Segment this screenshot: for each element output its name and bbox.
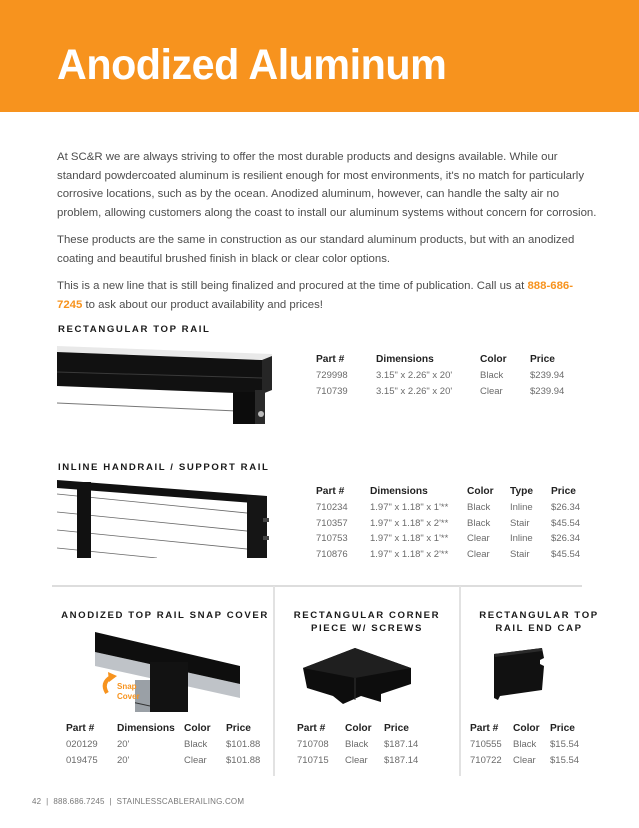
col-header-color: Color bbox=[184, 723, 211, 734]
intro-p3-text-end: to ask about our product availability and prices! bbox=[82, 298, 323, 311]
color: Black bbox=[467, 517, 491, 529]
price: $15.54 bbox=[550, 754, 580, 766]
handrail-spec-table bbox=[316, 486, 580, 562]
col-header-price: Price bbox=[226, 723, 251, 734]
end-cap-spec-table bbox=[470, 723, 579, 768]
price: $45.54 bbox=[551, 548, 581, 560]
footer-separator: | bbox=[109, 797, 112, 806]
column-divider bbox=[459, 586, 461, 776]
intro-text bbox=[57, 148, 597, 323]
col-header-price: Price bbox=[384, 723, 409, 734]
part-number: 710876 bbox=[316, 548, 348, 560]
col-header-part: Part # bbox=[316, 354, 345, 365]
color: Clear bbox=[467, 548, 490, 560]
price: $101.88 bbox=[226, 754, 261, 766]
snap-label: Snap bbox=[117, 682, 137, 691]
section-title-end-cap bbox=[464, 610, 614, 635]
col-header-price: Price bbox=[530, 354, 555, 365]
table-row bbox=[316, 516, 580, 532]
price: $187.14 bbox=[384, 754, 419, 766]
column-divider bbox=[273, 586, 275, 776]
dimensions: 3.15" x 2.26" x 20' bbox=[376, 370, 453, 382]
price: $101.88 bbox=[226, 739, 261, 751]
dimensions: 1.97" x 1.18" x 2'** bbox=[370, 517, 449, 529]
page-title: Anodized Aluminum bbox=[57, 41, 447, 89]
color: Clear bbox=[345, 754, 368, 766]
part-number: 710753 bbox=[316, 533, 348, 545]
title-banner bbox=[0, 0, 639, 112]
col-header-part: Part # bbox=[470, 723, 499, 734]
type: Stair bbox=[510, 548, 530, 560]
page-number: 42 bbox=[32, 797, 42, 806]
dimensions: 1.97" x 1.18" x 2'** bbox=[370, 548, 449, 560]
table-row bbox=[316, 384, 564, 400]
col-header-part: Part # bbox=[316, 486, 345, 497]
intro-paragraph-2: These products are the same in construction as our standard aluminum products, but with an anodized coating and beautiful brushed finish in black or clear color options. bbox=[57, 234, 575, 265]
col-header-dimensions: Dimensions bbox=[117, 723, 175, 734]
part-number: 710739 bbox=[316, 385, 348, 397]
color: Clear bbox=[480, 385, 503, 397]
color: Black bbox=[345, 739, 369, 751]
page-footer bbox=[32, 797, 244, 806]
part-number: 020129 bbox=[66, 739, 98, 751]
color: Black bbox=[513, 739, 537, 751]
col-header-color: Color bbox=[467, 486, 494, 497]
section-title-corner bbox=[282, 610, 452, 635]
col-header-dimensions: Dimensions bbox=[370, 486, 428, 497]
top-rail-spec-table bbox=[316, 354, 564, 399]
part-number: 729998 bbox=[316, 370, 348, 382]
snap-cover-spec-table bbox=[66, 723, 260, 768]
table-row bbox=[297, 737, 418, 753]
intro-paragraph-3 bbox=[57, 277, 597, 314]
part-number: 710708 bbox=[297, 739, 329, 751]
dimensions: 3.15" x 2.26" x 20' bbox=[376, 385, 453, 397]
col-header-type: Type bbox=[510, 486, 534, 497]
section-title-snap-cover: ANODIZED TOP RAIL SNAP COVER bbox=[61, 610, 269, 621]
footer-website: STAINLESSCABLERAILING.COM bbox=[116, 797, 245, 806]
table-row bbox=[470, 737, 579, 753]
intro-paragraph-1: At SC&R we are always striving to offer the most durable products and designs available. While our standard powdercoated aluminum is resilient enough for most environments, it's no match for particularly corrosive locations, such as by the ocean. Anodized aluminum, however, can handle the salty air no problem, allowing customers along the coast to install our aluminum systems without concern for corrosion. bbox=[57, 151, 597, 219]
corner-spec-table bbox=[297, 723, 418, 768]
table-row bbox=[66, 753, 260, 769]
part-number: 710357 bbox=[316, 517, 348, 529]
table-row bbox=[66, 737, 260, 753]
corner-title-line-2: PIECE W/ SCREWS bbox=[311, 622, 423, 634]
dimensions: 20' bbox=[117, 754, 130, 766]
section-divider bbox=[52, 585, 582, 587]
table-row bbox=[470, 753, 579, 769]
color: Black bbox=[480, 370, 504, 382]
col-header-color: Color bbox=[513, 723, 540, 734]
col-header-dimensions: Dimensions bbox=[376, 354, 434, 365]
col-header-price: Price bbox=[551, 486, 576, 497]
price: $15.54 bbox=[550, 739, 580, 751]
color: Black bbox=[184, 739, 208, 751]
intro-p3-text: This is a new line that is still being finalized and procured at the time of publication. Call us at bbox=[57, 280, 528, 292]
col-header-color: Color bbox=[480, 354, 507, 365]
cover-label: Cover bbox=[117, 692, 140, 701]
section-title-handrail: INLINE HANDRAIL / SUPPORT RAIL bbox=[58, 462, 270, 473]
corner-title-line-1: RECTANGULAR CORNER bbox=[293, 610, 441, 621]
col-header-part: Part # bbox=[66, 723, 95, 734]
price: $187.14 bbox=[384, 739, 419, 751]
color: Clear bbox=[513, 754, 536, 766]
type: Inline bbox=[510, 533, 533, 545]
phone-link[interactable]: 888-686-7245 bbox=[57, 280, 574, 311]
footer-phone: 888.686.7245 bbox=[53, 797, 105, 806]
snap-cover-image bbox=[95, 632, 240, 712]
table-row bbox=[297, 753, 418, 769]
price: $239.94 bbox=[530, 370, 565, 382]
price: $239.94 bbox=[530, 385, 565, 397]
type: Inline bbox=[510, 502, 533, 514]
handrail-image bbox=[57, 478, 272, 558]
end-cap-image bbox=[492, 648, 546, 700]
price: $26.34 bbox=[551, 533, 581, 545]
type: Stair bbox=[510, 517, 530, 529]
table-row bbox=[316, 368, 564, 384]
color: Clear bbox=[184, 754, 207, 766]
part-number: 019475 bbox=[66, 754, 98, 766]
col-header-price: Price bbox=[550, 723, 575, 734]
price: $45.54 bbox=[551, 517, 581, 529]
col-header-part: Part # bbox=[297, 723, 326, 734]
table-row bbox=[316, 547, 580, 563]
color: Black bbox=[467, 502, 491, 514]
corner-piece-image bbox=[303, 648, 413, 708]
end-cap-title-line-1: RECTANGULAR TOP bbox=[479, 610, 599, 621]
price: $26.34 bbox=[551, 502, 581, 514]
top-rail-image bbox=[57, 344, 272, 424]
table-row bbox=[316, 531, 580, 547]
dimensions: 20' bbox=[117, 739, 130, 751]
color: Clear bbox=[467, 533, 490, 545]
part-number: 710234 bbox=[316, 502, 348, 514]
end-cap-title-line-2: RAIL END CAP bbox=[495, 622, 583, 634]
dimensions: 1.97" x 1.18" x 1'** bbox=[370, 533, 449, 545]
table-row bbox=[316, 500, 580, 516]
col-header-color: Color bbox=[345, 723, 372, 734]
footer-separator: | bbox=[46, 797, 49, 806]
part-number: 710722 bbox=[470, 754, 502, 766]
dimensions: 1.97" x 1.18" x 1'** bbox=[370, 502, 449, 514]
part-number: 710555 bbox=[470, 739, 502, 751]
section-title-top-rail: RECTANGULAR TOP RAIL bbox=[58, 324, 211, 335]
part-number: 710715 bbox=[297, 754, 329, 766]
